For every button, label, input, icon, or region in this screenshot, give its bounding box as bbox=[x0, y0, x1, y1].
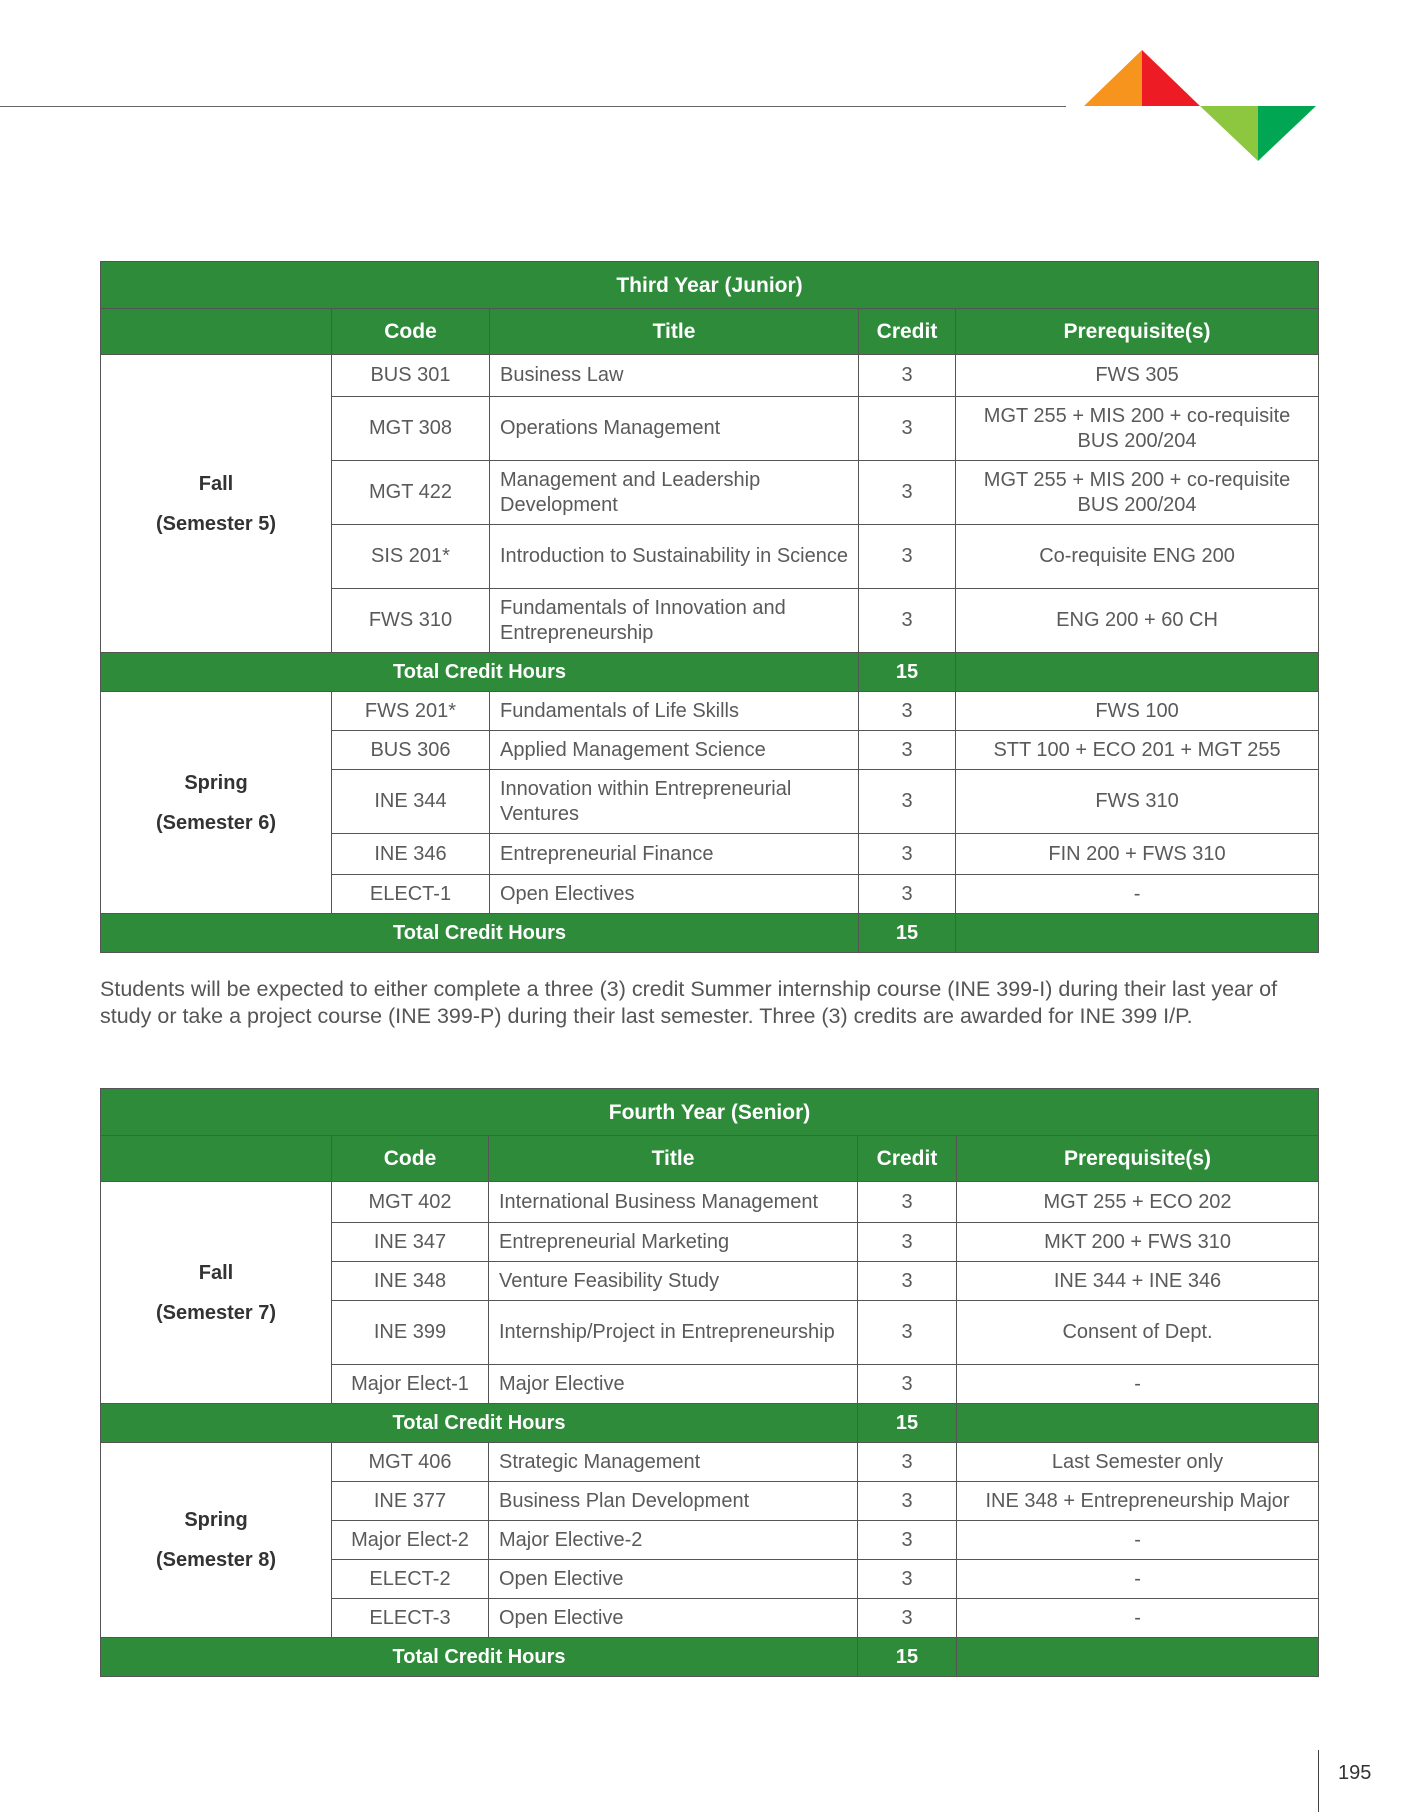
course-title: Internship/Project in Entrepreneurship bbox=[489, 1301, 858, 1365]
course-code: Major Elect-2 bbox=[332, 1521, 489, 1560]
semester-cell bbox=[101, 692, 332, 914]
header-row bbox=[101, 1136, 1319, 1182]
page-number: 195 bbox=[1338, 1762, 1372, 1784]
course-code: INE 348 bbox=[332, 1262, 489, 1301]
course-prereq: MGT 255 + MIS 200 + co-requisite BUS 200/204 bbox=[956, 397, 1319, 461]
course-prereq: FIN 200 + FWS 310 bbox=[956, 834, 1319, 875]
course-code: MGT 422 bbox=[332, 461, 490, 525]
course-credit: 3 bbox=[859, 461, 956, 525]
course-prereq: Last Semester only bbox=[957, 1443, 1319, 1482]
total-label: Total Credit Hours bbox=[101, 1404, 858, 1443]
course-credit: 3 bbox=[859, 834, 956, 875]
course-credit: 3 bbox=[858, 1560, 957, 1599]
internship-note: Students will be expected to either complete a three (3) credit Summer internship course (INE 399-I) during their last year of study or take a project course (INE 399-P) during their last semester. Three (3) credits are awarded for INE 399 I/P. bbox=[100, 977, 1278, 1028]
course-credit: 3 bbox=[859, 525, 956, 589]
course-code: INE 399 bbox=[332, 1301, 489, 1365]
course-code: FWS 310 bbox=[332, 589, 490, 653]
course-prereq: MGT 255 + MIS 200 + co-requisite BUS 200/204 bbox=[956, 461, 1319, 525]
course-code: Major Elect-1 bbox=[332, 1365, 489, 1404]
course-code: BUS 301 bbox=[332, 355, 490, 397]
course-prereq: ENG 200 + 60 CH bbox=[956, 589, 1319, 653]
semester-cell bbox=[101, 1182, 332, 1404]
course-prereq: FWS 100 bbox=[956, 692, 1319, 731]
total-credits: 15 bbox=[858, 1404, 957, 1443]
course-prereq: Consent of Dept. bbox=[957, 1301, 1319, 1365]
header-credit: Credit bbox=[858, 1136, 957, 1182]
course-code: MGT 402 bbox=[332, 1182, 489, 1223]
course-title: Business Law bbox=[490, 355, 859, 397]
course-title: Venture Feasibility Study bbox=[489, 1262, 858, 1301]
course-title: Innovation within Entrepreneurial Ventures bbox=[490, 770, 859, 834]
semester-cell bbox=[101, 1443, 332, 1638]
course-credit: 3 bbox=[858, 1262, 957, 1301]
year-title: Third Year (Junior) bbox=[101, 262, 1319, 309]
logo-green-triangle bbox=[1258, 106, 1316, 161]
course-title: International Business Management bbox=[489, 1182, 858, 1223]
table-row bbox=[101, 692, 1319, 731]
course-prereq: - bbox=[957, 1365, 1319, 1404]
header-row bbox=[101, 309, 1319, 355]
semester-cell bbox=[101, 355, 332, 653]
total-row bbox=[101, 653, 1319, 692]
semester-number: (Semester 6) bbox=[155, 811, 277, 834]
course-title: Open Elective bbox=[489, 1599, 858, 1638]
course-credit: 3 bbox=[858, 1482, 957, 1521]
semester-label: Fall bbox=[198, 472, 234, 495]
course-code: INE 347 bbox=[332, 1223, 489, 1262]
course-title: Entrepreneurial Finance bbox=[490, 834, 859, 875]
course-credit: 3 bbox=[858, 1443, 957, 1482]
table-row bbox=[101, 1443, 1319, 1482]
total-label: Total Credit Hours bbox=[101, 653, 859, 692]
course-prereq: INE 348 + Entrepreneurship Major bbox=[957, 1482, 1319, 1521]
table-row bbox=[101, 355, 1319, 397]
course-prereq: STT 100 + ECO 201 + MGT 255 bbox=[956, 731, 1319, 770]
course-code: INE 346 bbox=[332, 834, 490, 875]
course-title: Strategic Management bbox=[489, 1443, 858, 1482]
semester-number: (Semester 7) bbox=[155, 1301, 277, 1324]
course-credit: 3 bbox=[858, 1223, 957, 1262]
course-prereq: - bbox=[957, 1521, 1319, 1560]
course-credit: 3 bbox=[858, 1182, 957, 1223]
course-prereq: MKT 200 + FWS 310 bbox=[957, 1223, 1319, 1262]
course-credit: 3 bbox=[859, 770, 956, 834]
course-title: Entrepreneurial Marketing bbox=[489, 1223, 858, 1262]
course-code: ELECT-2 bbox=[332, 1560, 489, 1599]
total-empty bbox=[957, 1404, 1319, 1443]
course-title: Major Elective bbox=[489, 1365, 858, 1404]
course-prereq: FWS 310 bbox=[956, 770, 1319, 834]
page-number-divider bbox=[1318, 1750, 1319, 1812]
course-title: Open Electives bbox=[490, 875, 859, 914]
year-title: Fourth Year (Senior) bbox=[101, 1089, 1319, 1136]
header-credit: Credit bbox=[859, 309, 956, 355]
course-prereq: - bbox=[957, 1599, 1319, 1638]
course-prereq: - bbox=[956, 875, 1319, 914]
course-title: Fundamentals of Life Skills bbox=[490, 692, 859, 731]
course-prereq: INE 344 + INE 346 bbox=[957, 1262, 1319, 1301]
semester-label: Fall bbox=[198, 1261, 234, 1284]
course-credit: 3 bbox=[859, 875, 956, 914]
total-empty bbox=[956, 653, 1319, 692]
course-credit: 3 bbox=[859, 397, 956, 461]
course-credit: 3 bbox=[858, 1365, 957, 1404]
course-code: MGT 308 bbox=[332, 397, 490, 461]
course-code: INE 344 bbox=[332, 770, 490, 834]
semester-label: Spring bbox=[184, 771, 248, 794]
total-label: Total Credit Hours bbox=[101, 914, 859, 953]
header-empty bbox=[101, 309, 332, 355]
semester-number: (Semester 5) bbox=[155, 512, 277, 535]
course-credit: 3 bbox=[859, 589, 956, 653]
total-empty bbox=[957, 1638, 1319, 1677]
total-credits: 15 bbox=[858, 1638, 957, 1677]
total-row bbox=[101, 1404, 1319, 1443]
total-row bbox=[101, 914, 1319, 953]
course-title: Open Elective bbox=[489, 1560, 858, 1599]
course-title: Business Plan Development bbox=[489, 1482, 858, 1521]
header-title: Title bbox=[490, 309, 859, 355]
total-row bbox=[101, 1638, 1319, 1677]
total-credits: 15 bbox=[859, 914, 956, 953]
course-code: BUS 306 bbox=[332, 731, 490, 770]
semester-number: (Semester 8) bbox=[155, 1549, 277, 1571]
course-code: ELECT-1 bbox=[332, 875, 490, 914]
header-prereq: Prerequisite(s) bbox=[956, 309, 1319, 355]
course-title: Operations Management bbox=[490, 397, 859, 461]
course-credit: 3 bbox=[858, 1599, 957, 1638]
logo-orange-triangle bbox=[1084, 50, 1142, 106]
course-prereq: - bbox=[957, 1560, 1319, 1599]
course-code: INE 377 bbox=[332, 1482, 489, 1521]
course-code: SIS 201* bbox=[332, 525, 490, 589]
course-code: MGT 406 bbox=[332, 1443, 489, 1482]
total-label: Total Credit Hours bbox=[101, 1638, 858, 1677]
header-code: Code bbox=[332, 309, 490, 355]
header-code: Code bbox=[332, 1136, 489, 1182]
course-code: FWS 201* bbox=[332, 692, 490, 731]
fourth-year-table bbox=[100, 1088, 1319, 1677]
course-title: Fundamentals of Innovation and Entrepreneurship bbox=[490, 589, 859, 653]
total-empty bbox=[956, 914, 1319, 953]
course-prereq: MGT 255 + ECO 202 bbox=[957, 1182, 1319, 1223]
course-code: ELECT-3 bbox=[332, 1599, 489, 1638]
third-year-table bbox=[100, 261, 1319, 953]
course-title: Major Elective-2 bbox=[489, 1521, 858, 1560]
course-credit: 3 bbox=[859, 355, 956, 397]
table-title-row bbox=[101, 1089, 1319, 1136]
course-prereq: FWS 305 bbox=[956, 355, 1319, 397]
triangle-logo-icon bbox=[1080, 50, 1320, 165]
course-title: Applied Management Science bbox=[490, 731, 859, 770]
course-title: Introduction to Sustainability in Science bbox=[490, 525, 859, 589]
course-credit: 3 bbox=[859, 731, 956, 770]
course-credit: 3 bbox=[858, 1521, 957, 1560]
course-credit: 3 bbox=[859, 692, 956, 731]
header-empty bbox=[101, 1136, 332, 1182]
header-title: Title bbox=[489, 1136, 858, 1182]
logo-lightgreen-triangle bbox=[1200, 106, 1258, 161]
header-prereq: Prerequisite(s) bbox=[957, 1136, 1319, 1182]
header-rule bbox=[0, 106, 1066, 107]
table-row bbox=[101, 1182, 1319, 1223]
course-credit: 3 bbox=[858, 1301, 957, 1365]
course-title: Management and Leadership Development bbox=[490, 461, 859, 525]
logo-red-triangle bbox=[1142, 50, 1200, 106]
table-title-row bbox=[101, 262, 1319, 309]
course-prereq: Co-requisite ENG 200 bbox=[956, 525, 1319, 589]
semester-label: Spring bbox=[184, 1509, 248, 1531]
total-credits: 15 bbox=[859, 653, 956, 692]
